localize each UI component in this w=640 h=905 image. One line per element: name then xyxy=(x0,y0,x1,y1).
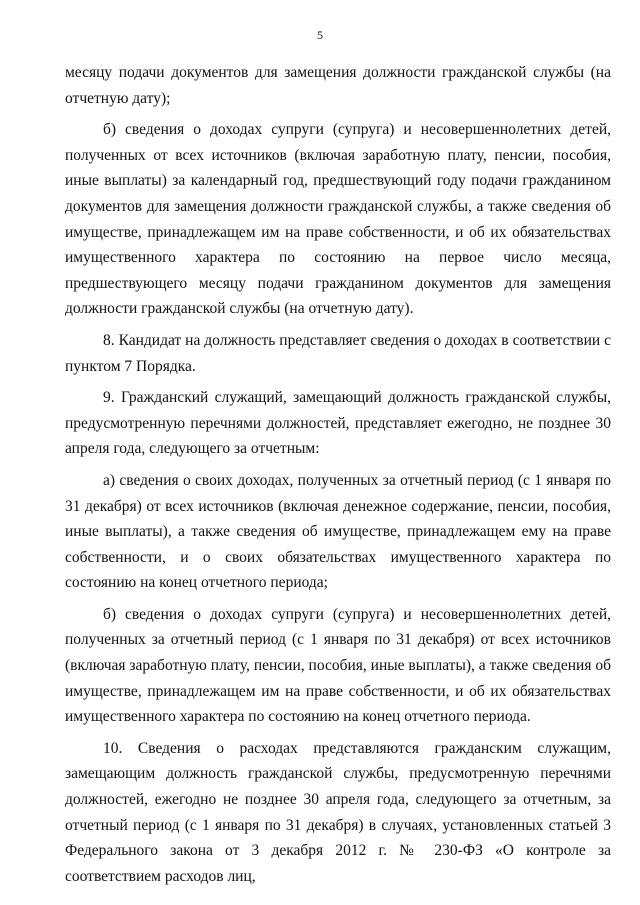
paragraph-10: 10. Сведения о расходах представляются гражданским служащим, замещающим должность гражданской службы, предусмотренную перечнями должностей, ежегодно не позднее 30 апреля года, следующего за отчетным, за отчетный период (с 1 января по 31 декабря) в случаях, установленных статьей 3 Федерального закона от 3 декабря 2012 г. № 230-ФЗ «О контроле за соответствием расходов лиц, xyxy=(65,739,611,885)
page-number: 5 xyxy=(317,28,323,42)
paragraph-7b: б) сведения о доходах супруги (супруга) и несовершеннолетних детей, полученных от всех источников (включая заработную плату, пенсии, пособия, иные выплаты) за календарный год, предшествующий году подачи гражданином документов для замещения должности гражданской службы, а также сведения об имуществе, принадлежащем им на праве собственности, и об их обязательствах имущественного характера по состоянию на первое число месяца, предшествующего месяцу подачи гражданином документов для замещения должности гражданской службы (на отчетную дату). xyxy=(65,121,611,318)
paragraph-continuation: месяцу подачи документов для замещения должности гражданской службы (на отчетную дату); xyxy=(65,64,611,107)
document-body xyxy=(65,60,611,895)
paragraph-8: 8. Кандидат на должность представляет сведения о доходах в соответствии с пунктом 7 Порядка. xyxy=(65,331,611,375)
paragraph-9: 9. Гражданский служащий, замещающий должность гражданской службы, предусмотренную перечнями должностей, представляет ежегодно, не позднее 30 апреля года, следующего за отчетным: xyxy=(65,389,611,458)
paragraph-9a: а) сведения о своих доходах, полученных за отчетный период (с 1 января по 31 декабря) от всех источников (включая денежное содержание, пенсии, пособия, иные выплаты), а также сведения об имуществе, принадлежащем ему на праве собственности, и о своих обязательствах имущественного характера по состоянию на конец отчетного периода; xyxy=(65,471,611,592)
paragraph-9b: б) сведения о доходах супруги (супруга) и несовершеннолетних детей, полученных за отчетный период (с 1 января по 31 декабря) от всех источников (включая заработную плату, пенсии, пособия, иные выплаты), а также сведения об имуществе, принадлежащем им на праве собственности, и об их обязательствах имущественного характера по состоянию на конец отчетного периода. xyxy=(65,605,611,726)
